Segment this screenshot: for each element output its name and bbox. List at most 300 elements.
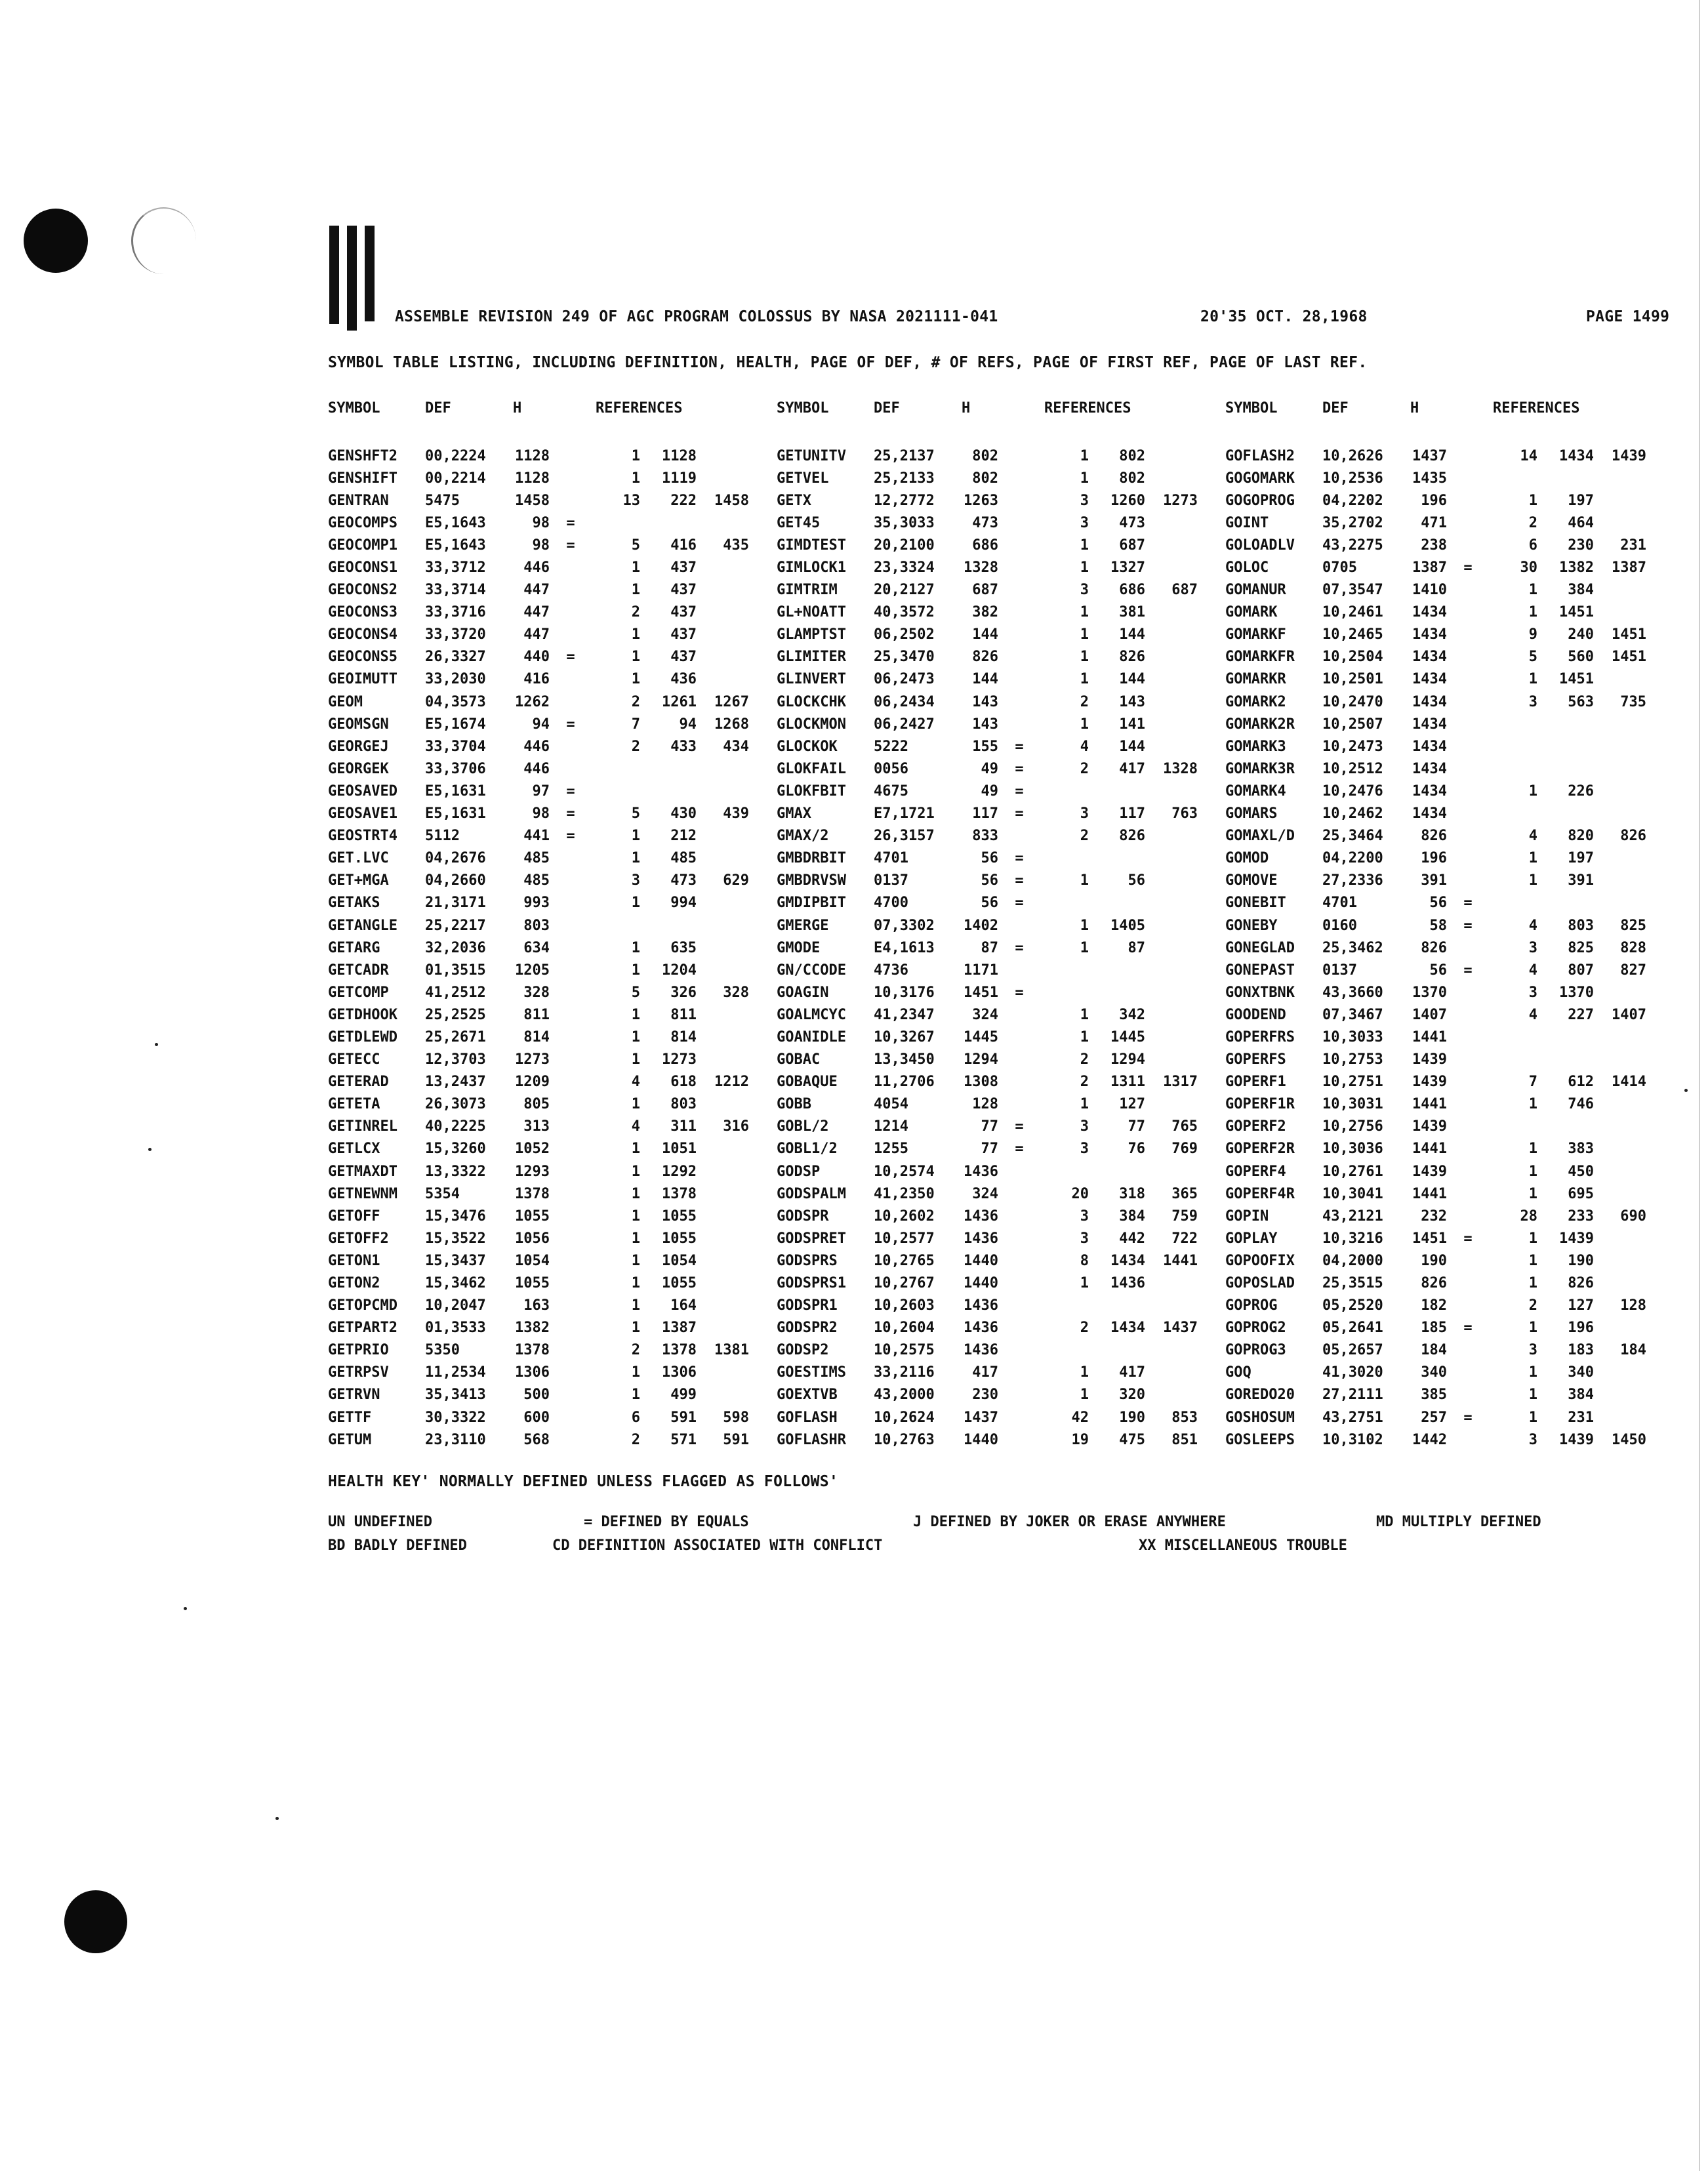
symbol-row	[328, 1004, 774, 1026]
first-reference-page: 437	[670, 626, 697, 643]
symbol-definition: 10,2761	[1322, 1163, 1383, 1180]
last-reference-page: 435	[723, 537, 749, 554]
last-reference-page: 825	[1620, 917, 1646, 934]
last-reference-page: 763	[1171, 805, 1198, 822]
symbol-row	[328, 579, 774, 601]
symbol-definition: 25,2217	[425, 917, 486, 934]
definition-page: 1458	[515, 492, 550, 509]
first-reference-page: 433	[670, 738, 697, 755]
symbol-name: GEOCOMP1	[328, 537, 397, 554]
symbol-name: GMAX	[777, 805, 811, 822]
symbol-definition: 05,2657	[1322, 1342, 1383, 1359]
symbol-name: GOMOVE	[1225, 872, 1278, 889]
symbol-definition: 10,2602	[874, 1207, 935, 1225]
legend-equals: = DEFINED BY EQUALS	[584, 1514, 749, 1530]
first-reference-page: 1294	[1110, 1051, 1145, 1068]
symbol-definition: 5475	[425, 492, 460, 509]
first-reference-page: 1054	[662, 1252, 697, 1269]
symbol-row	[328, 1049, 774, 1071]
definition-page: 1436	[964, 1230, 998, 1247]
reference-count: 8	[1080, 1252, 1089, 1269]
symbol-name: GLIMITER	[777, 649, 846, 666]
symbol-name: GEORGEJ	[328, 738, 389, 755]
reference-count: 2	[1080, 828, 1089, 845]
symbol-definition: 10,3031	[1322, 1096, 1383, 1113]
symbol-row	[328, 1362, 774, 1384]
first-reference-page: 436	[670, 671, 697, 688]
symbol-name: GOBB	[777, 1096, 811, 1113]
definition-page: 56	[1429, 962, 1447, 979]
symbol-row	[328, 534, 774, 556]
last-reference-page: 1268	[714, 716, 749, 733]
symbol-name: GODSPRET	[777, 1230, 846, 1247]
reference-count: 3	[1080, 1207, 1089, 1225]
definition-page: 143	[972, 716, 998, 733]
reference-count: 3	[1528, 1431, 1537, 1448]
definition-page: 1370	[1412, 984, 1447, 1001]
definition-page: 87	[981, 939, 998, 956]
def-header: DEF	[1322, 399, 1349, 416]
definition-page: 687	[972, 582, 998, 599]
symbol-row	[1225, 1295, 1684, 1317]
symbol-definition: 06,2427	[874, 716, 935, 733]
symbol-row	[328, 556, 774, 578]
symbol-definition: 00,2214	[425, 470, 486, 487]
symbol-definition: 41,2512	[425, 984, 486, 1001]
symbol-definition: E4,1613	[874, 939, 935, 956]
health-header: H	[962, 399, 971, 416]
health-flag: =	[566, 514, 575, 531]
symbol-definition: 04,2200	[1322, 850, 1383, 867]
symbol-definition: 04,3573	[425, 693, 486, 710]
definition-page: 324	[972, 1185, 998, 1202]
symbol-definition: 12,3703	[425, 1051, 486, 1068]
reference-count: 1	[1080, 447, 1089, 464]
symbol-row	[1225, 1183, 1684, 1205]
symbol-definition: 5222	[874, 738, 908, 755]
reference-count: 3	[1528, 1342, 1537, 1359]
symbol-row	[777, 758, 1223, 780]
reference-count: 2	[631, 1342, 640, 1359]
symbol-definition: 4701	[874, 850, 908, 867]
first-reference-page: 1439	[1559, 1230, 1594, 1247]
symbol-row	[1225, 691, 1684, 713]
first-reference-page: 94	[679, 716, 697, 733]
first-reference-page: 811	[670, 1006, 697, 1023]
symbol-row	[328, 892, 774, 914]
symbol-definition: 1214	[874, 1118, 908, 1135]
reference-count: 3	[1080, 1118, 1089, 1135]
symbol-name: GLAMPTST	[777, 626, 846, 643]
definition-page: 1209	[515, 1074, 550, 1091]
symbol-row	[1225, 1362, 1684, 1384]
references-header: REFERENCES	[1493, 399, 1580, 416]
symbol-name: GETOPCMD	[328, 1297, 397, 1314]
first-reference-page: 227	[1568, 1006, 1594, 1023]
scan-speck	[155, 1043, 158, 1046]
definition-page: 485	[523, 850, 550, 867]
symbol-row	[1225, 1429, 1684, 1451]
def-header: DEF	[425, 399, 451, 416]
reference-count: 1	[631, 1163, 640, 1180]
symbol-definition: 01,3533	[425, 1320, 486, 1337]
reference-count: 4	[631, 1074, 640, 1091]
last-reference-page: 690	[1620, 1207, 1646, 1225]
reference-count: 3	[1080, 805, 1089, 822]
symbol-row	[777, 1138, 1223, 1160]
symbol-name: GONEPAST	[1225, 962, 1295, 979]
symbol-name: GOBAQUE	[777, 1074, 838, 1091]
reference-count: 1	[631, 582, 640, 599]
definition-page: 1436	[964, 1163, 998, 1180]
symbol-row	[777, 1183, 1223, 1205]
reference-count: 3	[1528, 984, 1537, 1001]
symbol-name: GMBDRBIT	[777, 850, 846, 867]
symbol-name: GODSP2	[777, 1342, 829, 1359]
definition-page: 324	[972, 1006, 998, 1023]
symbol-name: GEOSTRT4	[328, 828, 397, 845]
symbol-name: GOFLASH	[777, 1409, 838, 1426]
symbol-name: GET45	[777, 514, 821, 531]
first-reference-page: 381	[1119, 604, 1145, 621]
definition-page: 1128	[515, 447, 550, 464]
symbol-row	[777, 556, 1223, 578]
symbol-name: GENSHIFT	[328, 470, 397, 487]
definition-page: 814	[523, 1028, 550, 1045]
symbol-row	[1225, 1026, 1684, 1048]
last-reference-page: 1439	[1612, 447, 1646, 464]
first-reference-page: 437	[670, 604, 697, 621]
first-reference-page: 326	[670, 984, 697, 1001]
symbol-row	[328, 1429, 774, 1451]
symbol-name: GOPERF1R	[1225, 1096, 1295, 1113]
symbol-row	[777, 1227, 1223, 1249]
definition-page: 382	[972, 604, 998, 621]
symbol-row	[1225, 758, 1684, 780]
first-reference-page: 230	[1568, 537, 1594, 554]
reference-count: 1	[631, 1096, 640, 1113]
symbol-table-middle	[777, 396, 1223, 1451]
first-reference-page: 1445	[1110, 1028, 1145, 1045]
first-reference-page: 475	[1119, 1431, 1145, 1448]
symbol-definition: 10,2507	[1322, 716, 1383, 733]
reference-count: 13	[622, 492, 640, 509]
first-reference-page: 56	[1128, 872, 1145, 889]
symbol-definition: 10,3036	[1322, 1141, 1383, 1158]
symbol-name: GLINVERT	[777, 671, 846, 688]
symbol-name: GLOKFBIT	[777, 782, 846, 800]
symbol-definition: 25,3515	[1322, 1275, 1383, 1292]
first-reference-page: 384	[1119, 1207, 1145, 1225]
first-reference-page: 196	[1568, 1320, 1594, 1337]
definition-page: 1293	[515, 1163, 550, 1180]
symbol-name: GOGOMARK	[1225, 470, 1295, 487]
symbol-definition: 4736	[874, 962, 908, 979]
first-reference-page: 825	[1568, 939, 1594, 956]
symbol-name: GOSLEEPS	[1225, 1431, 1295, 1448]
symbol-definition: 13,3450	[874, 1051, 935, 1068]
definition-page: 1439	[1412, 1118, 1447, 1135]
first-reference-page: 473	[670, 872, 697, 889]
reference-count: 3	[1080, 514, 1089, 531]
first-reference-page: 1434	[1559, 447, 1594, 464]
definition-page: 811	[523, 1006, 550, 1023]
symbol-row	[777, 870, 1223, 892]
last-reference-page: 1414	[1612, 1074, 1646, 1091]
definition-page: 1434	[1412, 671, 1447, 688]
last-reference-page: 1407	[1612, 1006, 1646, 1023]
symbol-row	[1225, 892, 1684, 914]
definition-page: 441	[523, 828, 550, 845]
symbol-name: GONEBY	[1225, 917, 1278, 934]
first-reference-page: 320	[1119, 1387, 1145, 1404]
definition-page: 446	[523, 738, 550, 755]
definition-page: 190	[1421, 1252, 1447, 1269]
first-reference-page: 144	[1119, 626, 1145, 643]
reference-count: 1	[1528, 1364, 1537, 1381]
symbol-name: GOMARKR	[1225, 671, 1286, 688]
symbol-row	[1225, 1272, 1684, 1294]
symbol-row	[328, 1384, 774, 1406]
symbol-name: GOMARK2	[1225, 693, 1286, 710]
symbol-definition: 15,3462	[425, 1275, 486, 1292]
symbol-row	[328, 981, 774, 1004]
symbol-row	[777, 1249, 1223, 1272]
first-reference-page: 164	[670, 1297, 697, 1314]
symbol-name: GOPOSLAD	[1225, 1275, 1295, 1292]
definition-page: 1434	[1412, 626, 1447, 643]
reference-count: 6	[631, 1409, 640, 1426]
definition-page: 1407	[1412, 1006, 1447, 1023]
definition-page: 1128	[515, 470, 550, 487]
symbol-name: GOANIDLE	[777, 1028, 846, 1045]
symbol-row	[1225, 1339, 1684, 1362]
legend-joker: J DEFINED BY JOKER OR ERASE ANYWHERE	[913, 1514, 1226, 1530]
definition-page: 58	[1429, 917, 1447, 934]
scan-speck	[275, 1817, 279, 1820]
symbol-definition: 0137	[874, 872, 908, 889]
symbol-row	[328, 1339, 774, 1362]
symbol-row	[1225, 1138, 1684, 1160]
symbol-rows-left	[328, 445, 774, 1451]
reference-count: 4	[1528, 962, 1537, 979]
first-reference-page: 437	[670, 559, 697, 577]
definition-page: 1441	[1412, 1096, 1447, 1113]
first-reference-page: 87	[1128, 939, 1145, 956]
symbol-row	[328, 1227, 774, 1249]
health-flag: =	[1463, 1320, 1473, 1337]
first-reference-page: 1055	[662, 1207, 697, 1225]
last-reference-page: 629	[723, 872, 749, 889]
reference-count: 1	[1080, 917, 1089, 934]
reference-count: 2	[631, 738, 640, 755]
definition-page: 1434	[1412, 805, 1447, 822]
last-reference-page: 598	[723, 1409, 749, 1426]
reference-count: 1	[1080, 1028, 1089, 1045]
health-flag: =	[1015, 782, 1024, 800]
reference-count: 7	[631, 716, 640, 733]
definition-page: 328	[523, 984, 550, 1001]
definition-page: 117	[972, 805, 998, 822]
symbol-table-left	[328, 396, 774, 1451]
symbol-row	[1225, 1160, 1684, 1183]
symbol-row	[777, 1049, 1223, 1071]
symbol-name: GOPERF1	[1225, 1074, 1286, 1091]
reference-count: 2	[1528, 514, 1537, 531]
symbol-name: GETON2	[328, 1275, 380, 1292]
symbol-name: GOODEND	[1225, 1006, 1286, 1023]
symbol-definition: 43,2000	[874, 1387, 935, 1404]
symbol-name: GEOM	[328, 693, 363, 710]
definition-page: 1434	[1412, 760, 1447, 777]
first-reference-page: 499	[670, 1387, 697, 1404]
symbol-name: GLOKFAIL	[777, 760, 846, 777]
first-reference-page: 814	[670, 1028, 697, 1045]
symbol-definition: 10,3102	[1322, 1431, 1383, 1448]
first-reference-page: 807	[1568, 962, 1594, 979]
symbol-row	[1225, 1205, 1684, 1227]
def-header: DEF	[874, 399, 900, 416]
definition-page: 417	[972, 1364, 998, 1381]
last-reference-page: 1451	[1612, 649, 1646, 666]
health-flag: =	[1015, 850, 1024, 867]
first-reference-page: 342	[1119, 1006, 1145, 1023]
symbol-name: GOREDO20	[1225, 1387, 1295, 1404]
last-reference-page: 316	[723, 1118, 749, 1135]
symbol-definition: 15,3476	[425, 1207, 486, 1225]
symbol-row	[777, 445, 1223, 467]
first-reference-page: 143	[1119, 693, 1145, 710]
health-header: H	[513, 399, 522, 416]
last-reference-page: 853	[1171, 1409, 1198, 1426]
symbol-definition: 13,3322	[425, 1163, 486, 1180]
symbol-definition: 11,2706	[874, 1074, 935, 1091]
symbol-definition: 10,2501	[1322, 671, 1383, 688]
first-reference-page: 1292	[662, 1163, 697, 1180]
definition-page: 1439	[1412, 1163, 1447, 1180]
symbol-row	[1225, 1049, 1684, 1071]
health-flag: =	[566, 537, 575, 554]
symbol-name: GOFLASHR	[777, 1431, 846, 1448]
health-key-heading: HEALTH KEY' NORMALLY DEFINED UNLESS FLAGGED AS FOLLOWS'	[328, 1473, 839, 1490]
first-reference-page: 1436	[1110, 1275, 1145, 1292]
symbol-definition: 10,2577	[874, 1230, 935, 1247]
reference-count: 4	[1528, 1006, 1537, 1023]
first-reference-page: 437	[670, 582, 697, 599]
symbol-definition: 04,2660	[425, 872, 486, 889]
reference-count: 4	[1528, 828, 1537, 845]
symbol-definition: 05,2520	[1322, 1297, 1383, 1314]
symbol-name: GOBL1/2	[777, 1141, 838, 1158]
health-flag: =	[1463, 559, 1473, 577]
symbol-definition: 43,2751	[1322, 1409, 1383, 1426]
definition-page: 196	[1421, 492, 1447, 509]
symbol-definition: 26,3073	[425, 1096, 486, 1113]
first-reference-page: 1327	[1110, 559, 1145, 577]
reference-count: 1	[1528, 1141, 1537, 1158]
definition-page: 313	[523, 1118, 550, 1135]
definition-page: 802	[972, 470, 998, 487]
definition-page: 826	[1421, 939, 1447, 956]
definition-page: 1439	[1412, 1074, 1447, 1091]
symbol-definition: 15,3260	[425, 1141, 486, 1158]
symbol-name: GETRVN	[328, 1387, 380, 1404]
symbol-name: GLOCKCHK	[777, 693, 846, 710]
definition-page: 416	[523, 671, 550, 688]
first-reference-page: 127	[1119, 1096, 1145, 1113]
definition-page: 1436	[964, 1297, 998, 1314]
symbol-row	[1225, 489, 1684, 512]
definition-page: 600	[523, 1409, 550, 1426]
column-headers	[328, 396, 774, 420]
definition-page: 1402	[964, 917, 998, 934]
symbol-definition: 10,2603	[874, 1297, 935, 1314]
symbol-name: GOMARK2R	[1225, 716, 1295, 733]
reference-count: 5	[631, 805, 640, 822]
reference-count: 1	[631, 1230, 640, 1247]
symbol-row	[328, 668, 774, 691]
first-reference-page: 1273	[662, 1051, 697, 1068]
symbol-name: GODSPRS	[777, 1252, 838, 1269]
symbol-definition: 20,2100	[874, 537, 935, 554]
symbol-name: GOESTIMS	[777, 1364, 846, 1381]
symbol-name: GOMARS	[1225, 805, 1278, 822]
first-reference-page: 190	[1119, 1409, 1145, 1426]
first-reference-page: 384	[1568, 1387, 1594, 1404]
symbol-row	[777, 489, 1223, 512]
symbol-name: GOFLASH2	[1225, 447, 1295, 464]
last-reference-page: 365	[1171, 1185, 1198, 1202]
symbol-name: GOPERF2R	[1225, 1141, 1295, 1158]
symbol-name: GOSHOSUM	[1225, 1409, 1295, 1426]
definition-page: 1306	[515, 1364, 550, 1381]
symbol-row	[328, 512, 774, 534]
first-reference-page: 1378	[662, 1342, 697, 1359]
symbol-name: GEOSAVE1	[328, 805, 397, 822]
first-reference-page: 417	[1119, 1364, 1145, 1381]
health-flag: =	[1015, 760, 1024, 777]
symbol-row	[1225, 1071, 1684, 1093]
definition-page: 447	[523, 582, 550, 599]
definition-page: 97	[532, 782, 550, 800]
first-reference-page: 802	[1119, 470, 1145, 487]
symbol-name: GOMOD	[1225, 850, 1269, 867]
symbol-name: GOMARK	[1225, 604, 1278, 621]
definition-page: 1387	[1412, 559, 1447, 577]
first-reference-page: 746	[1568, 1096, 1594, 1113]
first-reference-page: 591	[670, 1409, 697, 1426]
binder-hole-bottom	[64, 1890, 127, 1953]
first-reference-page: 1434	[1110, 1320, 1145, 1337]
symbol-definition: 4054	[874, 1096, 908, 1113]
first-reference-page: 1382	[1559, 559, 1594, 577]
symbol-definition: 06,2434	[874, 693, 935, 710]
symbol-rows-right	[1225, 445, 1684, 1451]
reference-count: 1	[631, 1051, 640, 1068]
symbol-name: GIMLOCK1	[777, 559, 846, 577]
symbol-definition: 04,2676	[425, 850, 486, 867]
symbol-name: GOPERF4R	[1225, 1185, 1295, 1202]
first-reference-page: 233	[1568, 1207, 1594, 1225]
symbol-name: GETNEWNM	[328, 1185, 397, 1202]
first-reference-page: 826	[1119, 828, 1145, 845]
symbol-row	[328, 735, 774, 758]
definition-page: 98	[532, 514, 550, 531]
reference-count: 1	[1528, 671, 1537, 688]
first-reference-page: 803	[670, 1096, 697, 1113]
health-flag: =	[566, 716, 575, 733]
symbol-definition: 41,3020	[1322, 1364, 1383, 1381]
